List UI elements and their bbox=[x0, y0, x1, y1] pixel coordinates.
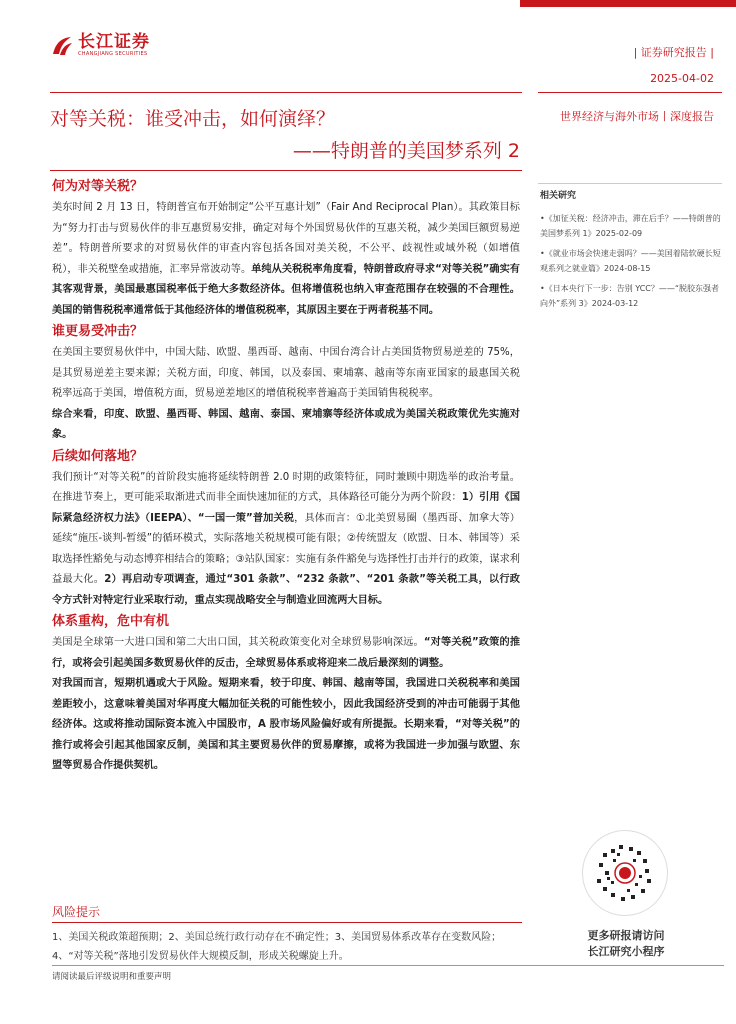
header-divider bbox=[50, 92, 522, 93]
logo-mark-icon bbox=[50, 34, 74, 58]
related-research-item[interactable]: •《加征关税：经济冲击，滞在后手？——特朗普的美国梦系列 1》2025-02-09 bbox=[540, 214, 721, 238]
report-category: 世界经济与海外市场丨深度报告 bbox=[560, 110, 714, 123]
section-paragraph bbox=[52, 468, 520, 612]
qr-caption-line1: 更多研报请访问 bbox=[587, 929, 665, 942]
section-heading: 谁更易受冲击？ bbox=[52, 324, 144, 339]
footer-disclaimer: 请阅读最后评级说明和重要声明 bbox=[52, 972, 172, 982]
main-content bbox=[52, 178, 520, 779]
section-paragraph bbox=[52, 633, 520, 674]
logo-cn: 长江证券 bbox=[78, 32, 150, 52]
page-subtitle: ——特朗普的美国梦系列 2 bbox=[292, 140, 520, 162]
section-paragraph bbox=[52, 198, 520, 321]
sidebar-divider-2 bbox=[538, 183, 722, 184]
section-paragraph bbox=[52, 405, 520, 446]
title-divider bbox=[50, 170, 522, 171]
risk-divider bbox=[52, 922, 522, 923]
section-heading: 何为对等关税？ bbox=[52, 179, 144, 194]
related-research-heading: 相关研究 bbox=[540, 191, 577, 201]
footer-divider bbox=[52, 965, 724, 966]
section-heading: 后续如何落地？ bbox=[52, 448, 144, 464]
bold-text-run: 1）引用《国际紧急经济权力法》（IEEPA）、“一国一策”普加关税 bbox=[52, 492, 521, 524]
report-type: | 证券研究报告 | bbox=[633, 46, 714, 59]
related-research-item[interactable]: •《日本央行下一步：告别 YCC？——“脱胶东强者向外”系列 3》2024-03-12 bbox=[540, 284, 720, 308]
text-run: 在美国主要贸易伙伴中，中国大陆、欧盟、墨西哥、越南、中国台湾合计占美国货物贸易逆差的 75%，是其贸易逆差主要来源；关税方面，印度、韩国，以及泰国、柬埔寨、越南等东南亚国家的最惠国关税税率远高于美国，增值税方面，贸易逆差地区的增值税税率普遍高于美国销售税税率。 bbox=[52, 347, 520, 399]
text-run: 我们预计“对等关税”的首阶段实施将延续特朗普 2.0 时期的政策特征，同时兼顾中期选举的政治考量。在推进节奏上，更可能采取渐进式而非全面快速加征的方式，具体路径可能分为两个阶段： bbox=[52, 471, 520, 503]
risk-text: 1、美国关税政策超预期；2、美国总统行政行动存在不确定性；3、美国贸易体系改革存在变数风险；4、“对等关税”落地引发贸易伙伴大规模反制，形成关税螺旋上升。 bbox=[52, 932, 502, 962]
bold-text-run: 对我国而言，短期机遇或大于风险。短期来看，较于印度、韩国、越南等国，我国进口关税税率和美国差距较小，这意味着美国对华再度大幅加征关税的可能性较小，因此我国经济受到的冲击可能弱于其他经济体。这或将推动国际资本流入中国股市，A 股市场风险偏好或有所提振。长期来看，“对等关税”的推行或将会引起其他国家反制，美国和其主要贸易伙伴的贸易摩擦，或将为我国进一步加强与欧盟、东盟等贸易合作提供契机。 bbox=[52, 678, 520, 771]
related-research-item[interactable]: •《就业市场会快速走弱吗？——美国着陆软硬长短观系列之就业篇》2024-08-15 bbox=[540, 249, 721, 273]
logo-en: CHANGJIANG SECURITIES bbox=[78, 51, 148, 57]
sidebar bbox=[540, 188, 724, 316]
section-paragraph bbox=[52, 343, 520, 405]
report-date: 2025-04-02 bbox=[650, 72, 714, 85]
text-run: 美东时间 2 月 13 日，特朗普宣布开始制定“公平互惠计划”（Fair And Reciprocal Plan）。其政策目标为“努力打击与贸易伙伴的非互惠贸易安排，确定对每个外国贸易伙伴的互惠关税，减少美国巨额贸易逆差”。特朗普所要求的对贸易伙伴的审查内容包括各国对美关税，不公平、歧视性或域外税（如增值税），非关税壁垒或措施，汇率异常波动等。 bbox=[52, 202, 520, 275]
bold-text-run: 单纯从关税税率角度看，特朗普政府寻求“对等关税”确实有其客观背景，美国最惠国税率低于绝大多数经济体。但将增值税也纳入审查范围存在较强的不合理性。美国的销售税税率通常低于其他经济体的增值税税率，其原因主要在于两者税基不同。 bbox=[52, 263, 520, 316]
qr-caption-line2: 长江研究小程序 bbox=[587, 945, 665, 958]
sidebar-divider bbox=[538, 92, 722, 93]
qr-code-icon[interactable] bbox=[582, 830, 668, 916]
text-run: ，具体而言：①北美贸易圈（墨西哥、加拿大等）延续“施压-谈判-暂缓”的循环模式，实际落地关税规模可能有限；②传统盟友（欧盟、日本、韩国等）采取选择性豁免与动态博弈相结合的策略；③站队国家：实施有条件豁免与选择性打击并行的政策，谋求利益最大化。 bbox=[52, 512, 520, 585]
qr-caption bbox=[540, 928, 712, 960]
company-logo bbox=[50, 33, 150, 58]
page-title: 对等关税：谁受冲击，如何演绎？ bbox=[50, 108, 336, 130]
qr-pattern-icon bbox=[583, 831, 667, 915]
risk-heading: 风险提示 bbox=[52, 905, 101, 919]
section-heading: 体系重构，危中有机 bbox=[52, 614, 170, 629]
bold-text-run: “对等关税”政策的推行，或将会引起美国多数贸易伙伴的反击，全球贸易体系或将迎来二战后最深刻的调整。 bbox=[52, 637, 521, 669]
section-paragraph bbox=[52, 674, 520, 777]
top-red-bar bbox=[520, 0, 736, 7]
text-run: 美国是全球第一大进口国和第二大出口国，其关税政策变化对全球贸易影响深远。 bbox=[52, 637, 424, 648]
bold-text-run: 综合来看，印度、欧盟、墨西哥、韩国、越南、泰国、柬埔寨等经济体或成为美国关税政策优先实施对象。 bbox=[52, 408, 520, 440]
bold-text-run: 2）再启动专项调查，通过“301 条款”、“232 条款”、“201 条款”等关税工具，以行政令方式针对特定行业采取行动，重点实现战略安全与制造业回流两大目标。 bbox=[52, 574, 520, 606]
